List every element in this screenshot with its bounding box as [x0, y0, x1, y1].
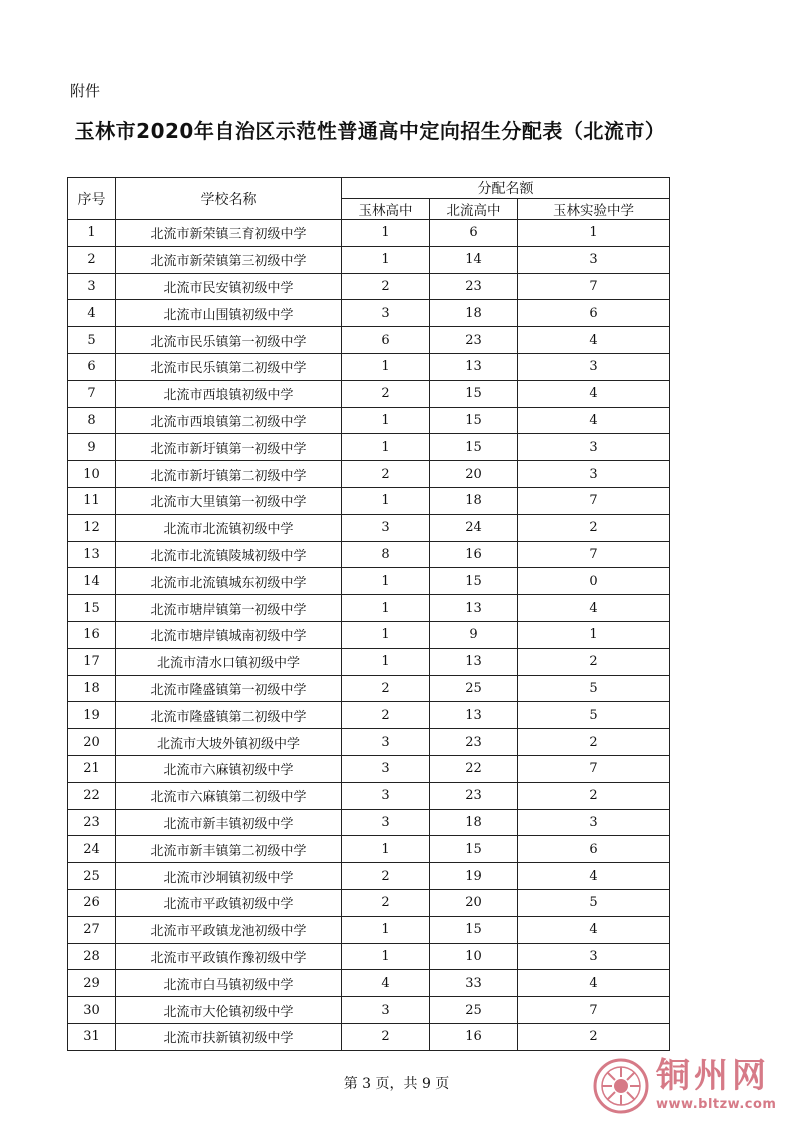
row-school: 北流市隆盛镇第一初级中学	[116, 675, 342, 702]
row-school: 北流市新荣镇第三初级中学	[116, 246, 342, 273]
row-yulin-experimental: 3	[518, 434, 670, 461]
row-beiliu-high: 23	[430, 327, 518, 354]
row-yulin-high: 2	[342, 1023, 430, 1050]
table-row	[68, 836, 670, 863]
row-school: 北流市北流镇初级中学	[116, 514, 342, 541]
table-row	[68, 889, 670, 916]
row-yulin-high: 1	[342, 836, 430, 863]
table-row	[68, 782, 670, 809]
row-no: 7	[68, 380, 116, 407]
table-row	[68, 970, 670, 997]
row-yulin-experimental: 3	[518, 943, 670, 970]
table-row	[68, 863, 670, 890]
row-yulin-experimental: 2	[518, 1023, 670, 1050]
row-yulin-high: 3	[342, 514, 430, 541]
allocation-table	[67, 177, 670, 1051]
row-yulin-high: 1	[342, 648, 430, 675]
row-beiliu-high: 18	[430, 300, 518, 327]
table-row	[68, 997, 670, 1024]
table-row	[68, 702, 670, 729]
row-no: 21	[68, 755, 116, 782]
row-school: 北流市塘岸镇城南初级中学	[116, 621, 342, 648]
row-school: 北流市塘岸镇第一初级中学	[116, 595, 342, 622]
row-school: 北流市平政镇初级中学	[116, 889, 342, 916]
table-row	[68, 487, 670, 514]
table-row	[68, 246, 670, 273]
table-row	[68, 675, 670, 702]
row-no: 28	[68, 943, 116, 970]
row-yulin-high: 2	[342, 863, 430, 890]
row-yulin-experimental: 3	[518, 809, 670, 836]
row-beiliu-high: 18	[430, 809, 518, 836]
row-no: 9	[68, 434, 116, 461]
row-yulin-high: 1	[342, 353, 430, 380]
site-watermark	[592, 1055, 787, 1117]
row-beiliu-high: 13	[430, 595, 518, 622]
row-no: 26	[68, 889, 116, 916]
row-school: 北流市新圩镇第一初级中学	[116, 434, 342, 461]
row-no: 11	[68, 487, 116, 514]
row-school: 北流市新丰镇初级中学	[116, 809, 342, 836]
row-school: 北流市沙垌镇初级中学	[116, 863, 342, 890]
row-no: 27	[68, 916, 116, 943]
row-yulin-experimental: 6	[518, 836, 670, 863]
table-row	[68, 434, 670, 461]
row-no: 4	[68, 300, 116, 327]
row-beiliu-high: 14	[430, 246, 518, 273]
row-beiliu-high: 13	[430, 353, 518, 380]
row-beiliu-high: 15	[430, 836, 518, 863]
row-beiliu-high: 19	[430, 863, 518, 890]
header-yulin-high: 玉林高中	[342, 199, 430, 220]
row-yulin-high: 1	[342, 407, 430, 434]
row-school: 北流市山围镇初级中学	[116, 300, 342, 327]
row-yulin-high: 2	[342, 273, 430, 300]
row-no: 29	[68, 970, 116, 997]
row-yulin-high: 3	[342, 300, 430, 327]
row-school: 北流市民乐镇第一初级中学	[116, 327, 342, 354]
header-yulin-experimental: 玉林实验中学	[518, 199, 670, 220]
header-no: 序号	[68, 178, 116, 220]
row-yulin-experimental: 1	[518, 621, 670, 648]
row-no: 6	[68, 353, 116, 380]
seal-logo-icon	[592, 1057, 650, 1115]
table-row	[68, 729, 670, 756]
row-school: 北流市北流镇城东初级中学	[116, 568, 342, 595]
row-beiliu-high: 9	[430, 621, 518, 648]
row-yulin-experimental: 0	[518, 568, 670, 595]
row-no: 12	[68, 514, 116, 541]
row-school: 北流市大里镇第一初级中学	[116, 487, 342, 514]
row-yulin-high: 3	[342, 755, 430, 782]
table-row	[68, 755, 670, 782]
row-beiliu-high: 15	[430, 568, 518, 595]
row-yulin-high: 3	[342, 782, 430, 809]
row-yulin-experimental: 4	[518, 595, 670, 622]
row-beiliu-high: 10	[430, 943, 518, 970]
row-beiliu-high: 33	[430, 970, 518, 997]
row-beiliu-high: 23	[430, 782, 518, 809]
row-school: 北流市新圩镇第二初级中学	[116, 461, 342, 488]
row-school: 北流市新丰镇第二初级中学	[116, 836, 342, 863]
row-school: 北流市六麻镇初级中学	[116, 755, 342, 782]
attachment-label: 附件	[70, 82, 101, 100]
table-row	[68, 568, 670, 595]
row-no: 3	[68, 273, 116, 300]
row-yulin-high: 2	[342, 461, 430, 488]
row-yulin-high: 2	[342, 702, 430, 729]
row-yulin-experimental: 5	[518, 889, 670, 916]
row-school: 北流市大坡外镇初级中学	[116, 729, 342, 756]
row-yulin-high: 1	[342, 568, 430, 595]
row-yulin-experimental: 4	[518, 970, 670, 997]
row-school: 北流市大伦镇初级中学	[116, 997, 342, 1024]
row-beiliu-high: 23	[430, 273, 518, 300]
row-beiliu-high: 25	[430, 675, 518, 702]
row-beiliu-high: 22	[430, 755, 518, 782]
row-yulin-experimental: 2	[518, 729, 670, 756]
table-row	[68, 407, 670, 434]
row-yulin-experimental: 4	[518, 380, 670, 407]
row-beiliu-high: 24	[430, 514, 518, 541]
row-yulin-experimental: 5	[518, 675, 670, 702]
row-no: 10	[68, 461, 116, 488]
row-yulin-high: 6	[342, 327, 430, 354]
row-no: 22	[68, 782, 116, 809]
row-yulin-experimental: 4	[518, 407, 670, 434]
table-row	[68, 595, 670, 622]
row-yulin-high: 1	[342, 621, 430, 648]
row-yulin-experimental: 7	[518, 273, 670, 300]
header-beiliu-high: 北流高中	[430, 199, 518, 220]
row-yulin-experimental: 7	[518, 487, 670, 514]
row-no: 31	[68, 1023, 116, 1050]
row-no: 1	[68, 220, 116, 247]
row-beiliu-high: 15	[430, 434, 518, 461]
row-yulin-experimental: 1	[518, 220, 670, 247]
row-yulin-experimental: 4	[518, 863, 670, 890]
row-yulin-experimental: 2	[518, 648, 670, 675]
header-school: 学校名称	[116, 178, 342, 220]
row-school: 北流市平政镇龙池初级中学	[116, 916, 342, 943]
row-school: 北流市白马镇初级中学	[116, 970, 342, 997]
row-yulin-high: 1	[342, 943, 430, 970]
row-beiliu-high: 23	[430, 729, 518, 756]
table-row	[68, 461, 670, 488]
row-yulin-high: 2	[342, 380, 430, 407]
row-yulin-high: 4	[342, 970, 430, 997]
row-yulin-high: 1	[342, 246, 430, 273]
table-row	[68, 327, 670, 354]
row-beiliu-high: 15	[430, 380, 518, 407]
row-yulin-experimental: 7	[518, 997, 670, 1024]
table-row	[68, 273, 670, 300]
table-row	[68, 621, 670, 648]
watermark-url: www.bltzw.com	[656, 1097, 777, 1112]
table-body	[68, 220, 670, 1051]
table-row	[68, 300, 670, 327]
row-yulin-high: 1	[342, 220, 430, 247]
row-school: 北流市隆盛镇第二初级中学	[116, 702, 342, 729]
row-yulin-high: 3	[342, 809, 430, 836]
row-beiliu-high: 20	[430, 461, 518, 488]
row-no: 8	[68, 407, 116, 434]
row-yulin-high: 1	[342, 595, 430, 622]
table-row	[68, 353, 670, 380]
row-yulin-experimental: 5	[518, 702, 670, 729]
row-beiliu-high: 13	[430, 648, 518, 675]
row-yulin-high: 2	[342, 889, 430, 916]
row-no: 2	[68, 246, 116, 273]
row-no: 24	[68, 836, 116, 863]
row-yulin-high: 8	[342, 541, 430, 568]
row-yulin-high: 3	[342, 729, 430, 756]
row-yulin-high: 1	[342, 916, 430, 943]
row-beiliu-high: 16	[430, 1023, 518, 1050]
row-no: 23	[68, 809, 116, 836]
page-footer: 第 3 页，共 9 页	[343, 1076, 450, 1092]
row-yulin-experimental: 7	[518, 755, 670, 782]
row-beiliu-high: 15	[430, 407, 518, 434]
row-no: 13	[68, 541, 116, 568]
row-yulin-experimental: 4	[518, 327, 670, 354]
row-beiliu-high: 13	[430, 702, 518, 729]
table-row	[68, 514, 670, 541]
table-row	[68, 380, 670, 407]
row-yulin-experimental: 4	[518, 916, 670, 943]
row-no: 19	[68, 702, 116, 729]
table-row	[68, 220, 670, 247]
table-row	[68, 916, 670, 943]
table-row	[68, 1023, 670, 1050]
row-school: 北流市西埌镇初级中学	[116, 380, 342, 407]
row-school: 北流市民安镇初级中学	[116, 273, 342, 300]
row-school: 北流市扶新镇初级中学	[116, 1023, 342, 1050]
row-beiliu-high: 25	[430, 997, 518, 1024]
row-school: 北流市民乐镇第二初级中学	[116, 353, 342, 380]
row-beiliu-high: 6	[430, 220, 518, 247]
row-school: 北流市北流镇陵城初级中学	[116, 541, 342, 568]
page-title: 玉林市2020年自治区示范性普通高中定向招生分配表（北流市）	[74, 119, 666, 143]
row-beiliu-high: 15	[430, 916, 518, 943]
row-school: 北流市新荣镇三育初级中学	[116, 220, 342, 247]
row-school: 北流市平政镇作豫初级中学	[116, 943, 342, 970]
row-school: 北流市西埌镇第二初级中学	[116, 407, 342, 434]
row-no: 30	[68, 997, 116, 1024]
row-school: 北流市清水口镇初级中学	[116, 648, 342, 675]
row-no: 25	[68, 863, 116, 890]
table-row	[68, 648, 670, 675]
row-yulin-experimental: 6	[518, 300, 670, 327]
row-yulin-high: 3	[342, 997, 430, 1024]
row-yulin-experimental: 2	[518, 514, 670, 541]
table-row	[68, 541, 670, 568]
row-no: 18	[68, 675, 116, 702]
header-allocation: 分配名额	[342, 178, 670, 199]
row-yulin-experimental: 3	[518, 353, 670, 380]
row-no: 14	[68, 568, 116, 595]
row-no: 15	[68, 595, 116, 622]
row-yulin-high: 1	[342, 434, 430, 461]
table-row	[68, 809, 670, 836]
row-yulin-experimental: 7	[518, 541, 670, 568]
row-yulin-experimental: 3	[518, 461, 670, 488]
row-yulin-high: 2	[342, 675, 430, 702]
table-row	[68, 943, 670, 970]
row-beiliu-high: 16	[430, 541, 518, 568]
row-beiliu-high: 20	[430, 889, 518, 916]
row-school: 北流市六麻镇第二初级中学	[116, 782, 342, 809]
row-beiliu-high: 18	[430, 487, 518, 514]
row-no: 5	[68, 327, 116, 354]
row-no: 17	[68, 648, 116, 675]
row-yulin-experimental: 3	[518, 246, 670, 273]
row-yulin-high: 1	[342, 487, 430, 514]
row-yulin-experimental: 2	[518, 782, 670, 809]
watermark-name: 铜州网	[656, 1056, 770, 1096]
row-no: 16	[68, 621, 116, 648]
row-no: 20	[68, 729, 116, 756]
